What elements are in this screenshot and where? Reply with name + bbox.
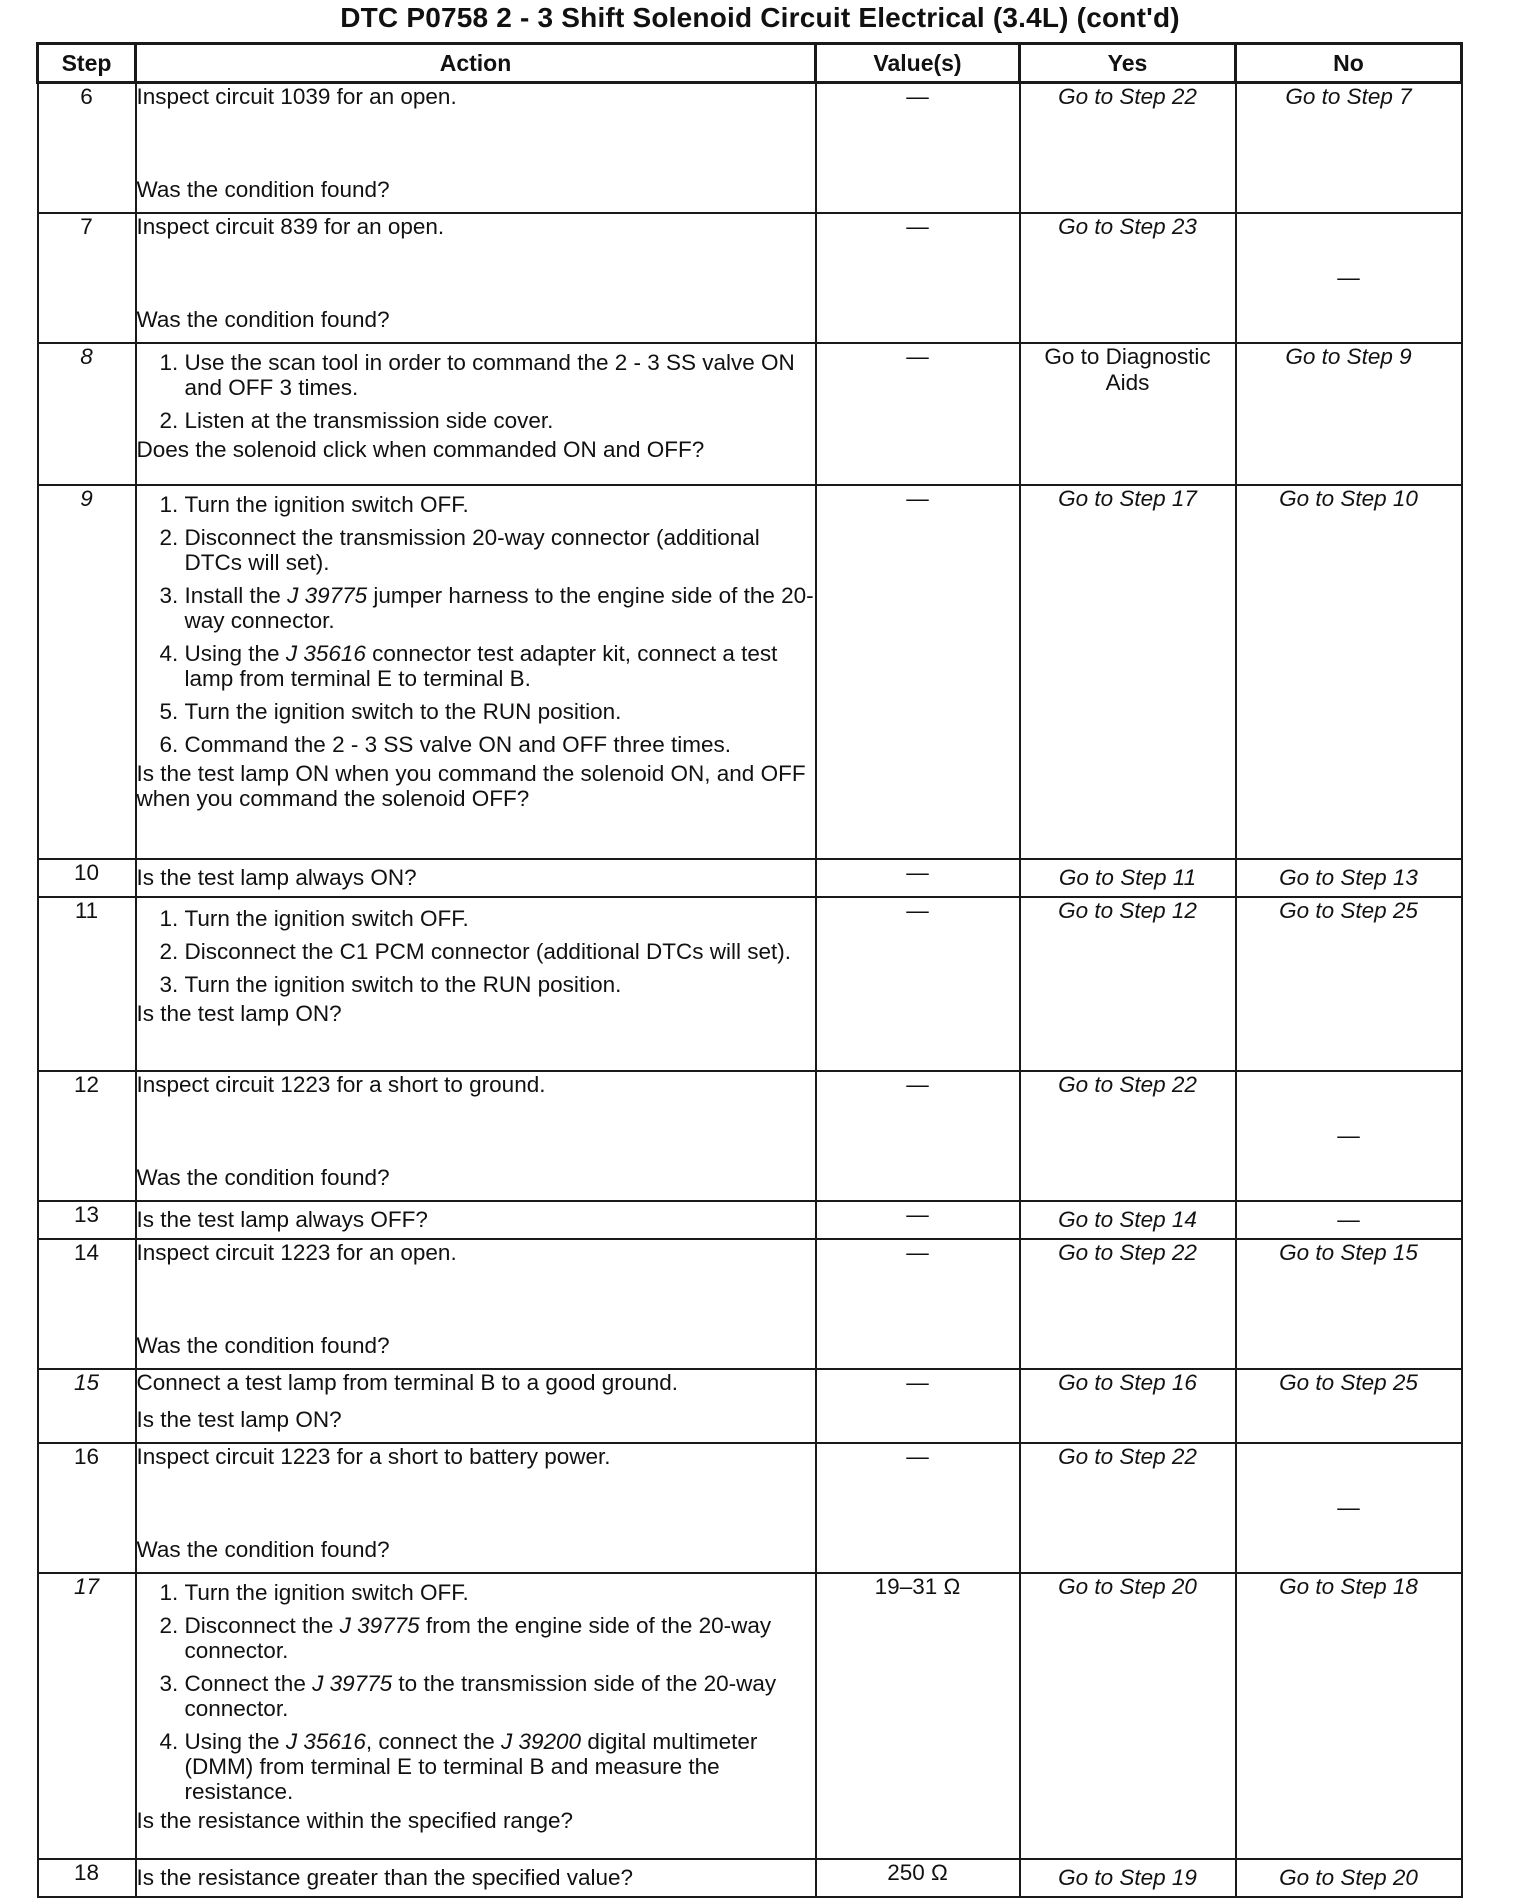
step-number: 9	[38, 485, 136, 859]
yes-cell: Go to Diagnostic Aids	[1020, 343, 1236, 485]
text-run: , connect the	[365, 1728, 501, 1754]
text-run: Connect the	[184, 1670, 313, 1696]
table-row	[38, 859, 1462, 897]
no-cell: Go to Step 9	[1236, 343, 1462, 485]
header-action: Action	[136, 44, 816, 83]
action-question: Is the test lamp ON when you command the solenoid ON, and OFF when you command the solenoid OFF?	[136, 760, 806, 811]
step-number: 15	[38, 1369, 136, 1443]
no-cell: Go to Step 25	[1236, 1369, 1462, 1443]
yes-cell: Go to Step 22	[1020, 1071, 1236, 1201]
yes-cell: Go to Step 19	[1020, 1859, 1236, 1897]
text-run: to the transmission side of the 20-way connector.	[184, 1670, 777, 1721]
yes-cell: Go to Step 20	[1020, 1573, 1236, 1859]
step-number: 14	[38, 1239, 136, 1369]
no-cell: —	[1236, 213, 1462, 343]
action-question: Is the test lamp always ON?	[136, 859, 816, 897]
no-cell: Go to Step 7	[1236, 83, 1462, 213]
action-step: 1. Turn the ignition switch OFF.	[185, 492, 815, 517]
text-run: jumper harness to the engine side of the 20-way connector.	[184, 582, 814, 633]
action-cell	[136, 1443, 816, 1573]
value-cell: —	[816, 897, 1020, 1071]
action-step: 5. Turn the ignition switch to the RUN position.	[185, 699, 815, 724]
yes-cell: Go to Step 23	[1020, 213, 1236, 343]
action-step: 3. Turn the ignition switch to the RUN position.	[185, 972, 815, 997]
text-run: Using the	[184, 1728, 286, 1754]
action-steps	[137, 492, 815, 757]
step-number: 12	[38, 1071, 136, 1201]
action-step: 1. Use the scan tool in order to command the 2 - 3 SS valve ON and OFF 3 times.	[185, 350, 815, 400]
value-cell: —	[816, 1239, 1020, 1369]
action-question: Does the solenoid click when commanded ON and OFF?	[136, 436, 705, 462]
table-row	[38, 485, 1462, 859]
action-step	[185, 1613, 815, 1663]
value-cell: —	[816, 1071, 1020, 1201]
action-question: Was the condition found?	[136, 1536, 390, 1562]
action-cell	[136, 1573, 816, 1859]
tool-reference: J 35616	[285, 1728, 366, 1754]
action-cell	[136, 213, 816, 343]
action-step: 1. Turn the ignition switch OFF.	[185, 906, 815, 931]
yes-cell: Go to Step 11	[1020, 859, 1236, 897]
tool-reference: J 39775	[287, 582, 368, 608]
action-step: 1. Turn the ignition switch OFF.	[185, 1580, 815, 1605]
action-steps	[137, 350, 815, 433]
header-values: Value(s)	[816, 44, 1020, 83]
table-row	[38, 213, 1462, 343]
yes-cell: Go to Step 14	[1020, 1201, 1236, 1239]
action-text: Inspect circuit 1223 for a short to ground.	[136, 1071, 546, 1097]
yes-cell: Go to Step 22	[1020, 1443, 1236, 1573]
step-number: 10	[38, 859, 136, 897]
step-number: 13	[38, 1201, 136, 1239]
step-number: 8	[38, 343, 136, 485]
tool-reference: J 39775	[339, 1612, 420, 1638]
action-cell	[136, 1239, 816, 1369]
no-cell: Go to Step 13	[1236, 859, 1462, 897]
value-cell: —	[816, 343, 1020, 485]
action-step: 2. Listen at the transmission side cover.	[185, 408, 815, 433]
no-cell: —	[1236, 1071, 1462, 1201]
value-cell: 19–31 Ω	[816, 1573, 1020, 1859]
action-step: 6. Command the 2 - 3 SS valve ON and OFF three times.	[185, 732, 815, 757]
value-cell: —	[816, 859, 1020, 897]
action-question: Is the test lamp always OFF?	[136, 1201, 816, 1239]
action-question: Was the condition found?	[136, 306, 390, 332]
action-cell	[136, 83, 816, 213]
value-cell: —	[816, 213, 1020, 343]
step-number: 7	[38, 213, 136, 343]
step-number: 6	[38, 83, 136, 213]
table-row	[38, 1071, 1462, 1201]
yes-cell: Go to Step 22	[1020, 83, 1236, 213]
diagnostic-table	[36, 42, 1463, 1898]
yes-cell: Go to Step 12	[1020, 897, 1236, 1071]
yes-cell: Go to Step 22	[1020, 1239, 1236, 1369]
tool-reference: J 35616	[285, 640, 366, 666]
table-row	[38, 897, 1462, 1071]
step-number: 18	[38, 1859, 136, 1897]
value-cell: —	[816, 1369, 1020, 1443]
page-title: DTC P0758 2 - 3 Shift Solenoid Circuit Electrical (3.4L) (cont'd)	[340, 2, 1180, 33]
action-question: Was the condition found?	[136, 177, 390, 202]
action-cell	[136, 1369, 816, 1443]
action-cell	[136, 897, 816, 1071]
no-cell: —	[1236, 1443, 1462, 1573]
action-step: 2. Disconnect the transmission 20-way connector (additional DTCs will set).	[185, 525, 815, 575]
value-cell: —	[816, 485, 1020, 859]
yes-cell: Go to Step 17	[1020, 485, 1236, 859]
action-question: Is the test lamp ON?	[136, 1000, 342, 1026]
action-steps	[137, 906, 815, 997]
table-row	[38, 343, 1462, 485]
action-cell	[136, 343, 816, 485]
tool-reference: J 39200	[500, 1728, 582, 1754]
table-row	[38, 1573, 1462, 1859]
no-cell: Go to Step 18	[1236, 1573, 1462, 1859]
action-text: Inspect circuit 839 for an open.	[136, 213, 445, 239]
step-number: 16	[38, 1443, 136, 1573]
header-step: Step	[38, 44, 136, 83]
no-cell: —	[1236, 1201, 1462, 1239]
action-step	[185, 1729, 815, 1804]
no-cell: Go to Step 10	[1236, 485, 1462, 859]
header-yes: Yes	[1020, 44, 1236, 83]
value-cell: —	[816, 83, 1020, 213]
action-step	[185, 641, 815, 691]
table-row	[38, 1859, 1462, 1897]
value-cell: —	[816, 1443, 1020, 1573]
action-question: Was the condition found?	[136, 1332, 390, 1358]
text-run: Using the	[184, 640, 286, 666]
no-cell: Go to Step 15	[1236, 1239, 1462, 1369]
text-run: Install the	[184, 582, 288, 608]
tool-reference: J 39775	[312, 1670, 393, 1696]
action-text: Inspect circuit 1039 for an open.	[136, 84, 457, 109]
text-run: Disconnect the	[184, 1612, 340, 1638]
text-run: from the engine side of the 20-way connector.	[184, 1612, 772, 1663]
table-row	[38, 83, 1462, 213]
action-text: Connect a test lamp from terminal B to a good ground.	[136, 1369, 679, 1395]
action-question: Is the resistance within the specified range?	[136, 1807, 573, 1833]
action-steps	[137, 1580, 815, 1804]
action-question: Is the test lamp ON?	[136, 1406, 342, 1432]
step-number: 17	[38, 1573, 136, 1859]
step-number: 11	[38, 897, 136, 1071]
value-cell: 250 Ω	[816, 1859, 1020, 1897]
action-step	[185, 1671, 815, 1721]
action-question: Is the resistance greater than the specified value?	[136, 1859, 816, 1897]
action-step	[185, 583, 815, 633]
value-cell: —	[816, 1201, 1020, 1239]
text-run: digital multimeter (DMM) from terminal E to terminal B and measure the resistance.	[184, 1728, 758, 1804]
action-cell	[136, 485, 816, 859]
action-text: Inspect circuit 1223 for an open.	[136, 1239, 457, 1265]
table-row	[38, 1369, 1462, 1443]
text-run: connector test adapter kit, connect a test lamp from terminal E to terminal B.	[184, 640, 778, 691]
action-cell	[136, 1071, 816, 1201]
table-row	[38, 1443, 1462, 1573]
no-cell: Go to Step 25	[1236, 897, 1462, 1071]
action-text: Inspect circuit 1223 for a short to battery power.	[136, 1443, 611, 1469]
action-step: 2. Disconnect the C1 PCM connector (additional DTCs will set).	[185, 939, 815, 964]
table-row	[38, 1201, 1462, 1239]
table-header-row	[38, 44, 1462, 83]
action-question: Was the condition found?	[136, 1164, 390, 1190]
yes-cell: Go to Step 16	[1020, 1369, 1236, 1443]
no-cell: Go to Step 20	[1236, 1859, 1462, 1897]
table-row	[38, 1239, 1462, 1369]
header-no: No	[1236, 44, 1462, 83]
